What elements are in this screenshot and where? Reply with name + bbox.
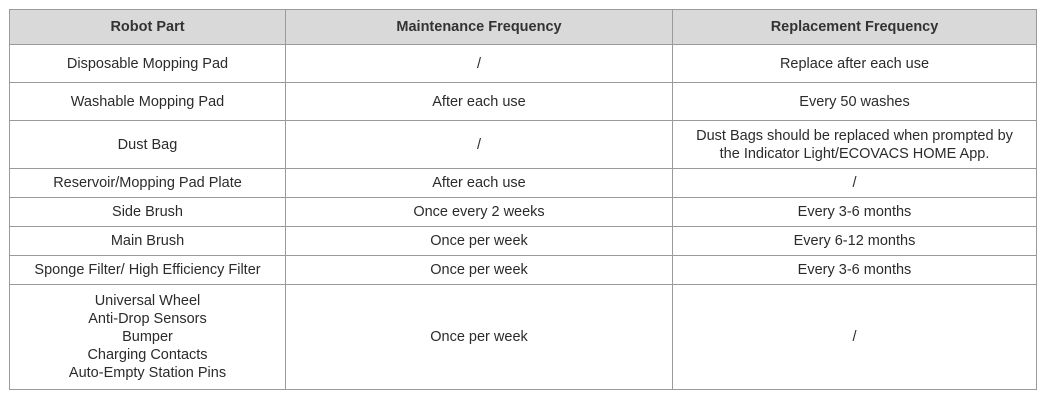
part-line: Main Brush bbox=[110, 233, 185, 249]
cell-replacement bbox=[673, 285, 1037, 390]
cell-part bbox=[10, 45, 286, 83]
part-line: Disposable Mopping Pad bbox=[66, 55, 229, 72]
part-line: Dust Bag bbox=[117, 136, 178, 153]
cell-part bbox=[10, 83, 286, 121]
cell-part bbox=[10, 285, 286, 390]
part-line: Anti-Drop Sensors bbox=[88, 311, 207, 327]
replacement-line: / bbox=[852, 329, 857, 345]
table-row bbox=[10, 285, 1037, 390]
part-line: Washable Mopping Pad bbox=[70, 93, 225, 110]
cell-maintenance: Once every 2 weeks bbox=[286, 198, 673, 227]
cell-part bbox=[10, 256, 286, 285]
part-line: Charging Contacts bbox=[87, 347, 208, 363]
replacement-line: Replace after each use bbox=[779, 55, 930, 72]
cell-replacement bbox=[673, 83, 1037, 121]
replacement-line: / bbox=[852, 175, 857, 191]
cell-maintenance: Once per week bbox=[286, 285, 673, 390]
table-row bbox=[10, 256, 1037, 285]
cell-part bbox=[10, 198, 286, 227]
cell-maintenance: / bbox=[286, 121, 673, 169]
cell-replacement bbox=[673, 121, 1037, 169]
cell-replacement bbox=[673, 198, 1037, 227]
replacement-line: Every 50 washes bbox=[799, 93, 910, 110]
cell-maintenance: After each use bbox=[286, 83, 673, 121]
table-row bbox=[10, 227, 1037, 256]
part-line: Sponge Filter/ High Efficiency Filter bbox=[34, 262, 261, 278]
cell-maintenance: Once per week bbox=[286, 227, 673, 256]
replacement-line: the Indicator Light/ECOVACS HOME App. bbox=[719, 145, 990, 162]
header-row bbox=[10, 10, 1037, 45]
cell-replacement bbox=[673, 45, 1037, 83]
header-maintenance-frequency: Maintenance Frequency bbox=[286, 10, 673, 45]
cell-maintenance: After each use bbox=[286, 169, 673, 198]
part-line: Universal Wheel bbox=[94, 293, 201, 309]
table-row bbox=[10, 121, 1037, 169]
cell-replacement bbox=[673, 227, 1037, 256]
part-line: Auto-Empty Station Pins bbox=[68, 365, 227, 381]
part-line: Bumper bbox=[122, 329, 173, 345]
replacement-line: Dust Bags should be replaced when prompted by bbox=[696, 127, 1013, 144]
cell-part bbox=[10, 227, 286, 256]
cell-part bbox=[10, 121, 286, 169]
part-line: Side Brush bbox=[112, 204, 183, 220]
table-row bbox=[10, 198, 1037, 227]
cell-replacement bbox=[673, 256, 1037, 285]
cell-maintenance: / bbox=[286, 45, 673, 83]
cell-replacement bbox=[673, 169, 1037, 198]
replacement-line: Every 3-6 months bbox=[797, 262, 912, 278]
header-robot-part: Robot Part bbox=[10, 10, 286, 45]
maintenance-table bbox=[9, 9, 1037, 390]
table-row bbox=[10, 45, 1037, 83]
header-replacement-frequency: Replacement Frequency bbox=[673, 10, 1037, 45]
cell-part bbox=[10, 169, 286, 198]
table-row bbox=[10, 169, 1037, 198]
table-row bbox=[10, 83, 1037, 121]
maintenance-table-container bbox=[9, 9, 1037, 390]
cell-maintenance: Once per week bbox=[286, 256, 673, 285]
replacement-line: Every 3-6 months bbox=[797, 204, 912, 220]
replacement-line: Every 6-12 months bbox=[793, 233, 916, 249]
part-line: Reservoir/Mopping Pad Plate bbox=[53, 175, 242, 191]
